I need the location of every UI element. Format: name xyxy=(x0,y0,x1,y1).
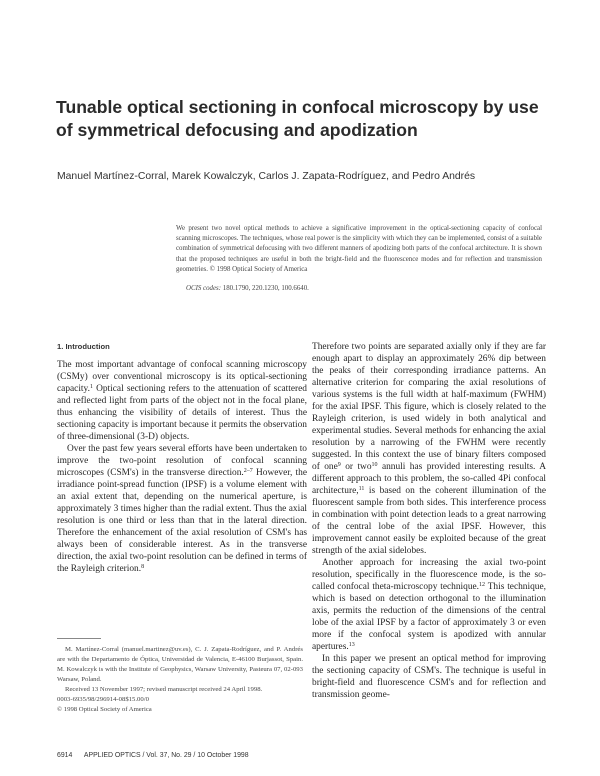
footnote xyxy=(57,645,303,715)
text-segment: Therefore two points are separated axially only if they are far enough apart to display an approximately 26% dip between the peaks of their corresponding irradiance patterns. An alternative criterion for comparing the axial resolutions of various systems is the full width at half-maximum (FWHM) for the axial IPSF. This figure, which is closely related to the Rayleigh criterion, is used widely in both analytical and experimental studies. Several methods for enhancing the axial resolution by a narrowing of the FWHM were recently suggested. In this context the use of binary filters composed of one xyxy=(312,342,546,472)
section-heading: 1. Introduction xyxy=(57,342,110,351)
text-segment: Optical sectioning refers to the attenuation of scattered and reflected light from parts of the object not in the focal plane, thus enhancing the visibility of details of interest. Thus the sectioning capacity is important because it permits the observation of three-dimensional (3-D) objects. xyxy=(57,384,307,442)
text-segment: or two xyxy=(340,462,372,472)
page-footer xyxy=(57,752,357,759)
ocis-label: OCIS codes: xyxy=(186,285,222,292)
footnote-received: Received 13 November 1997; revised manuscript received 24 April 1998. xyxy=(65,686,263,693)
text-segment: Over the past few years several efforts have been undertaken to improve the two-point resolution of confocal scanning microscopes (CSM's) in the transverse direction. xyxy=(57,444,307,478)
ocis-values: 180.1790, 220.1230, 100.6640. xyxy=(222,285,309,292)
footnote-code: 0003-6935/98/296914-08$15.00/0 xyxy=(57,696,149,703)
reference-marker: 10 xyxy=(371,462,378,468)
journal-citation: APPLIED OPTICS / Vol. 37, No. 29 / 10 October 1998 xyxy=(83,752,249,759)
page-number: 6914 xyxy=(57,752,73,759)
reference-marker: 13 xyxy=(348,642,355,648)
right-paragraph-1 xyxy=(312,341,546,557)
reference-marker: 8 xyxy=(141,564,145,570)
reference-marker: 11 xyxy=(358,486,365,492)
text-segment: annuli has provided interesting results. A different approach to this problem, the so-called 4Pi confocal architecture, xyxy=(312,462,546,496)
footnote-divider xyxy=(57,638,101,639)
text-segment: Another approach for increasing the axial two-point resolution, specifically in the fluorescence mode, is the so-called confocal theta-microscopy technique. xyxy=(312,558,546,592)
text-segment: However, the irradiance point-spread function (IPSF) is a volume element with an axial extent that, depending on the numerical aperture, is approximately 3 times higher than the radial extent. Thus the axial resolution is one third or less than that in the lateral direction. Therefore the enhancement of the axial resolution of CSM's has always been of considerable interest. As in the transverse direction, the axial two-point resolution can be defined in terms of the Rayleigh criterion. xyxy=(57,468,307,574)
left-column xyxy=(57,341,307,575)
reference-marker: 2–7 xyxy=(243,468,253,474)
reference-marker: 9 xyxy=(337,462,341,468)
reference-marker: 1 xyxy=(89,384,93,390)
intro-paragraph-1 xyxy=(57,359,307,443)
right-paragraph-2 xyxy=(312,557,546,653)
intro-paragraph-2 xyxy=(57,443,307,575)
text-segment: is based on the coherent illumination of the fluorescent sample from both sides. This interference process in combination with point detection leads to a great narrowing of the central lobe of the axial IPSF. However, this improvement cannot easily be exploited because of the great strength of the axial sidelobes. xyxy=(312,486,546,556)
abstract: We present two novel optical methods to achieve a significative improvement in the optical-sectioning capacity of confocal scanning microscopes. The techniques, whose real power is the simplicity with which they can be implemented, consist of a suitable combination of symmetrical defocusing with two different manners of apodizing both parts of the confocal architecture. It is shown that the proposed techniques are useful in both the bright-field and the fluorescence modes and for reflection and transmission geometries. © 1998 Optical Society of America xyxy=(176,225,542,273)
footnote-copyright: © 1998 Optical Society of America xyxy=(57,706,152,713)
reference-marker: 12 xyxy=(479,582,486,588)
footnote-affiliation: M. Martínez-Corral (manuel.martinez@uv.es), C. J. Zapata-Rodríguez, and P. Andrés are with the Departamento de Óptica, Universidad de Valencia, E-46100 Burjassot, Spain. M. Kowalczyk is with the Institute of Geophysics, Warsaw University, Pasteura 07, 02-093 Warsaw, Poland. xyxy=(57,646,303,683)
text-segment: The most important advantage of confocal scanning microscopy (CSMy) over conventional microscopy is its optical-sectioning capacity. xyxy=(57,360,307,394)
text-segment: This technique, which is based on detection orthogonal to the illumination axis, permits the reduction of the dimensions of the central lobe of the axial IPSF by a factor of approximately 3 or even more if the confocal system is apodized with annular apertures. xyxy=(312,582,546,652)
ocis-codes xyxy=(186,285,309,292)
right-paragraph-3: In this paper we present an optical method for improving the sectioning capacity of CSM's. The technique is useful in bright-field and fluorescence CSM's and for reflection and transmission geome- xyxy=(312,654,546,700)
author-list: Manuel Martínez-Corral, Marek Kowalczyk, Carlos J. Zapata-Rodríguez, and Pedro Andrés xyxy=(57,171,476,182)
paper-title: Tunable optical sectioning in confocal microscopy by use of symmetrical defocusing and apodization xyxy=(56,97,539,140)
right-column xyxy=(312,341,546,701)
